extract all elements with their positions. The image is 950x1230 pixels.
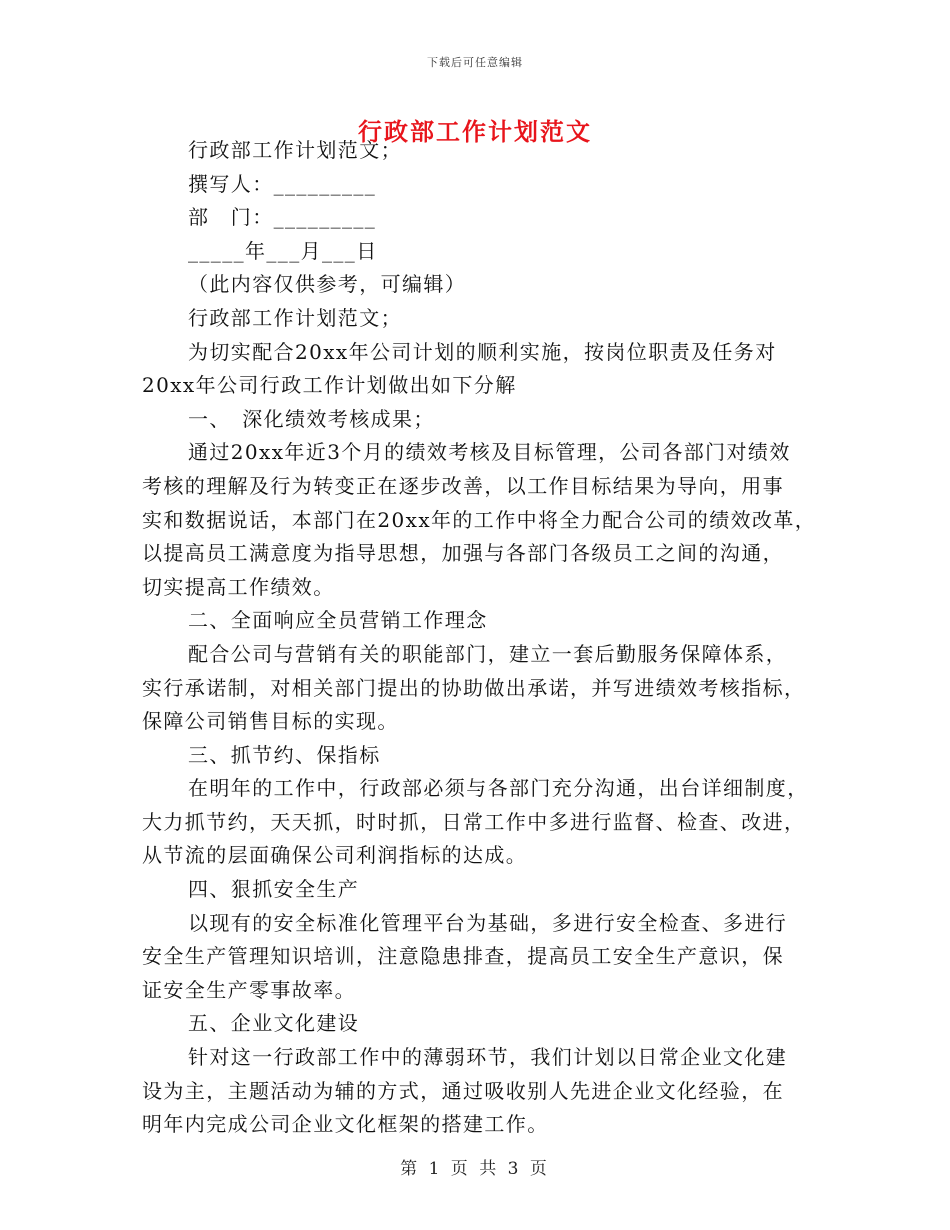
section-heading-5: 五、企业文化建设 (188, 1011, 360, 1036)
document-title: 行政部工作计划范文 (358, 117, 592, 146)
body-line: 大力抓节约，天天抓，时时抓，日常工作中多进行监督、检查、改进， (142, 809, 806, 834)
date-field-line: _____年___月___日 (188, 238, 378, 263)
body-line: 以现有的安全标准化管理平台为基础，多进行安全检查、多进行 (188, 910, 788, 935)
section-heading-1: 一、 深化绩效考核成果； (188, 406, 435, 431)
body-line: 以提高员工满意度为指导思想，加强与各部门各级员工之间的沟通， (142, 541, 784, 566)
body-line: 在明年的工作中，行政部必须与各部门充分沟通，出台详细制度， (188, 776, 809, 801)
page-number-footer: 第 1 页 共 3 页 (400, 1159, 550, 1179)
body-line: 考核的理解及行为转变正在逐步改善，以工作目标结果为导向，用事 (142, 473, 784, 498)
section-heading-3: 三、抓节约、保指标 (188, 742, 381, 767)
body-line: 行政部工作计划范文； (188, 305, 402, 330)
body-line: 针对这一行政部工作中的薄弱环节，我们计划以日常企业文化建 (188, 1045, 788, 1070)
section-heading-2: 二、全面响应全员营销工作理念 (188, 608, 488, 633)
section-heading-4: 四、狠抓安全生产 (188, 877, 360, 902)
body-line: 从节流的层面确保公司利润指标的达成。 (142, 843, 528, 868)
reference-note-line: （此内容仅供参考，可编辑） (188, 272, 467, 297)
body-line: 20xx年公司行政工作计划做出如下分解 (142, 373, 517, 398)
body-line: 通过20xx年近3个月的绩效考核及目标管理，公司各部门对绩效 (188, 440, 791, 465)
body-line: 保障公司销售目标的实现。 (142, 709, 399, 734)
department-field-line: 部 门：_________ (188, 205, 377, 230)
body-line: 切实提高工作绩效。 (142, 574, 335, 599)
body-line: 实和数据说话，本部门在20xx年的工作中将全力配合公司的绩效改革， (142, 507, 817, 532)
author-field-line: 撰写人：_________ (188, 171, 377, 196)
body-line: 证安全生产零事故率。 (142, 977, 356, 1002)
body-line: 明年内完成公司企业文化框架的搭建工作。 (142, 1112, 549, 1137)
document-body (142, 134, 817, 1142)
body-line: 为切实配合20xx年公司计划的顺利实施，按岗位职责及任务对 (188, 339, 777, 364)
body-line: 配合公司与营销有关的职能部门，建立一套后勤服务保障体系， (188, 641, 788, 666)
body-line: 设为主，主题活动为辅的方式，通过吸收别人先进企业文化经验，在 (142, 1078, 784, 1103)
header-note: 下载后可任意编辑 (427, 56, 523, 69)
body-line: 实行承诺制，对相关部门提出的协助做出承诺，并写进绩效考核指标， (142, 675, 806, 700)
body-line: 行政部工作计划范文； (188, 138, 402, 162)
body-line: 安全生产管理知识培训，注意隐患排查，提高员工安全生产意识，保 (142, 944, 784, 969)
